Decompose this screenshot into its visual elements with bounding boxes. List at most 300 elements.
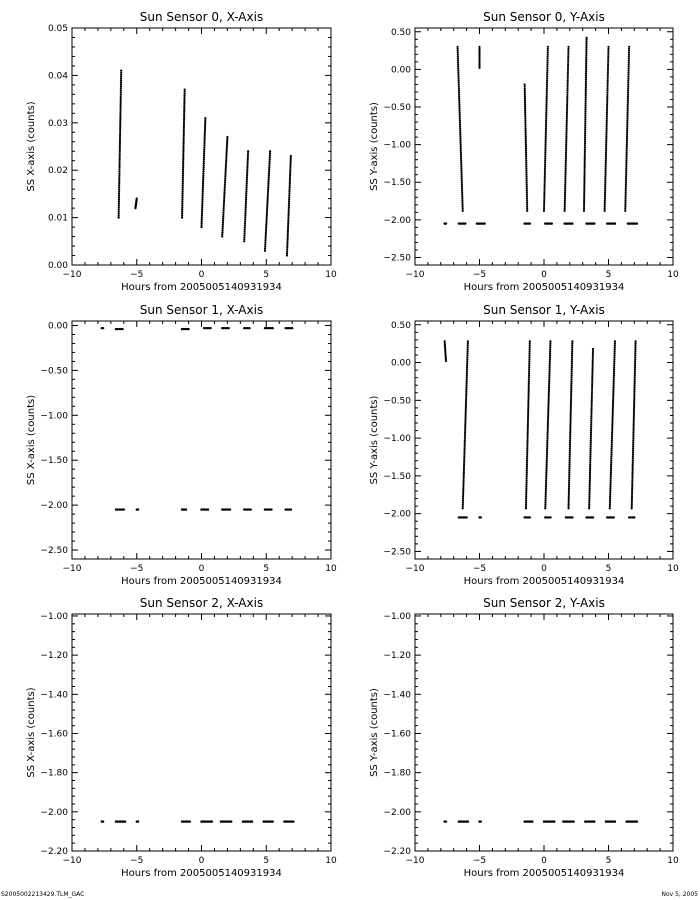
data-point <box>614 340 616 342</box>
data-point <box>612 416 614 418</box>
data-point <box>583 210 585 212</box>
data-point <box>545 479 547 481</box>
data-run-2 <box>458 820 469 822</box>
data-point <box>633 414 635 416</box>
data-point <box>631 503 633 505</box>
data-point <box>467 340 469 342</box>
data-point <box>286 254 288 256</box>
data-point <box>584 138 586 140</box>
data-point <box>626 120 628 122</box>
data-point <box>614 820 616 822</box>
data-point <box>591 406 593 408</box>
data-point <box>247 150 249 152</box>
data-point <box>544 170 546 172</box>
data-point <box>182 157 184 159</box>
data-run-16 <box>284 508 292 510</box>
data-point <box>571 364 573 366</box>
data-point <box>565 140 567 142</box>
data-point <box>591 386 593 388</box>
data-point <box>565 138 567 140</box>
data-point <box>266 212 268 214</box>
data-point <box>266 214 268 216</box>
data-point <box>524 87 526 89</box>
data-point <box>202 176 204 178</box>
data-point <box>584 156 586 158</box>
data-point <box>543 198 545 200</box>
data-point <box>564 192 566 194</box>
data-point <box>546 60 548 62</box>
data-point <box>525 160 527 162</box>
data-point <box>461 194 463 196</box>
data-point <box>607 54 609 56</box>
data-point <box>633 386 635 388</box>
data-point <box>525 133 527 135</box>
data-point <box>633 400 635 402</box>
data-point <box>525 493 527 495</box>
data-point <box>545 124 547 126</box>
data-point <box>624 210 626 212</box>
data-point <box>548 398 550 400</box>
data-point <box>605 158 607 160</box>
data-point <box>462 487 464 489</box>
chart-title: Sun Sensor 2, Y-Axis <box>483 596 605 610</box>
data-point <box>613 374 615 376</box>
data-point <box>246 182 248 184</box>
data-point <box>528 378 530 380</box>
data-point <box>636 222 638 224</box>
data-point <box>590 447 592 449</box>
data-point <box>466 352 468 354</box>
data-point <box>460 150 462 152</box>
data-point <box>464 440 466 442</box>
data-point <box>203 157 205 159</box>
data-point <box>525 150 527 152</box>
data-point <box>243 234 245 236</box>
data-point <box>461 192 463 194</box>
data-point <box>525 140 527 142</box>
data-point <box>266 210 268 212</box>
data-point <box>224 178 226 180</box>
data-point <box>568 464 570 466</box>
data-point <box>207 508 209 510</box>
data-point <box>464 222 466 224</box>
data-point <box>246 180 248 182</box>
data-point <box>525 483 527 485</box>
chart-title: Sun Sensor 0, X-Axis <box>139 10 264 24</box>
data-point <box>632 444 634 446</box>
data-point <box>564 194 566 196</box>
data-point <box>465 414 467 416</box>
data-point <box>286 244 288 246</box>
data-point <box>564 204 566 206</box>
data-point <box>226 142 228 144</box>
data-run-2 <box>115 820 126 822</box>
data-point <box>584 126 586 128</box>
data-point <box>612 396 614 398</box>
data-point <box>183 101 185 103</box>
data-point <box>526 460 528 462</box>
data-point <box>566 106 568 108</box>
data-point <box>610 452 612 454</box>
data-point <box>605 134 607 136</box>
data-point <box>549 364 551 366</box>
data-point <box>182 169 184 171</box>
data-point <box>625 178 627 180</box>
data-point <box>461 190 463 192</box>
data-point <box>567 58 569 60</box>
data-point <box>480 820 482 822</box>
data-point <box>611 424 613 426</box>
data-point <box>568 489 570 491</box>
data-point <box>229 508 231 510</box>
data-point <box>583 172 585 174</box>
data-point <box>549 350 551 352</box>
data-point <box>546 66 548 68</box>
x-tick-label: 5 <box>605 856 612 866</box>
data-point <box>626 126 628 128</box>
data-point <box>243 236 245 238</box>
data-point <box>182 163 184 165</box>
data-point <box>592 358 594 360</box>
data-point <box>465 516 467 518</box>
data-point <box>632 460 634 462</box>
data-point <box>463 468 465 470</box>
data-run-6 <box>243 327 251 329</box>
data-point <box>287 219 289 221</box>
data-point <box>202 172 204 174</box>
data-point <box>585 76 587 78</box>
data-streak-8 <box>286 155 292 257</box>
data-point <box>634 364 636 366</box>
data-point <box>265 234 267 236</box>
data-point <box>265 222 267 224</box>
data-point <box>525 146 527 148</box>
data-point <box>525 499 527 501</box>
data-point <box>549 358 551 360</box>
data-point <box>571 348 573 350</box>
y-tick-label: 0.00 <box>390 358 411 369</box>
data-run-2 <box>458 222 467 224</box>
data-point <box>459 134 461 136</box>
data-point <box>464 418 466 420</box>
data-point <box>230 820 232 822</box>
data-point <box>568 479 570 481</box>
data-point <box>593 222 595 224</box>
data-point <box>524 129 526 131</box>
data-point <box>631 475 633 477</box>
data-point <box>549 360 551 362</box>
data-point <box>182 151 184 153</box>
data-point <box>569 454 571 456</box>
data-point <box>546 86 548 88</box>
data-point <box>528 358 530 360</box>
data-point <box>627 82 629 84</box>
data-point <box>609 481 611 483</box>
data-point <box>613 354 615 356</box>
data-point <box>120 74 122 76</box>
data-point <box>526 446 528 448</box>
chart-panel-4 <box>369 303 679 587</box>
data-point <box>548 380 550 382</box>
data-point <box>527 424 529 426</box>
data-point <box>588 489 590 491</box>
data-point <box>545 497 547 499</box>
data-point <box>591 398 593 400</box>
data-point <box>525 178 527 180</box>
data-point <box>632 470 634 472</box>
data-point <box>203 141 205 143</box>
data-point <box>181 213 183 215</box>
data-point <box>203 143 205 145</box>
data-point <box>567 82 569 84</box>
data-point <box>592 360 594 362</box>
data-point <box>571 374 573 376</box>
data-point <box>460 146 462 148</box>
data-point <box>626 144 628 146</box>
data-point <box>605 148 607 150</box>
data-point <box>525 158 527 160</box>
data-point <box>605 164 607 166</box>
data-point <box>564 210 566 212</box>
data-point <box>605 162 607 164</box>
data-point <box>613 380 615 382</box>
data-point <box>565 154 567 156</box>
data-point <box>544 168 546 170</box>
data-point <box>265 230 267 232</box>
data-point <box>610 460 612 462</box>
data-point <box>606 96 608 98</box>
data-point <box>546 436 548 438</box>
data-point <box>465 402 467 404</box>
footer-date: Nov 5, 2005 <box>661 891 698 898</box>
data-point <box>289 167 291 169</box>
data-point <box>203 151 205 153</box>
data-point <box>566 92 568 94</box>
data-point <box>589 477 591 479</box>
data-point <box>569 448 571 450</box>
data-point <box>632 436 634 438</box>
data-point <box>119 114 121 116</box>
data-run-9 <box>115 508 125 510</box>
data-point <box>544 172 546 174</box>
data-point <box>528 360 530 362</box>
data-point <box>183 109 185 111</box>
data-point <box>286 250 288 252</box>
data-point <box>225 170 227 172</box>
data-point <box>463 452 465 454</box>
data-point <box>585 55 587 57</box>
data-point <box>547 410 549 412</box>
data-point <box>606 110 608 112</box>
data-run-7 <box>606 516 615 518</box>
data-point <box>584 122 586 124</box>
data-point <box>590 412 592 414</box>
data-point <box>569 428 571 430</box>
data-point <box>526 473 528 475</box>
data-point <box>547 408 549 410</box>
data-run-5 <box>221 327 230 329</box>
data-point <box>606 118 608 120</box>
data-point <box>571 222 573 224</box>
plot-frame <box>72 28 331 265</box>
data-point <box>528 386 530 388</box>
data-point <box>461 184 463 186</box>
data-point <box>570 396 572 398</box>
data-point <box>545 118 547 120</box>
data-point <box>266 206 268 208</box>
x-tick-label: 0 <box>198 270 205 280</box>
data-point <box>264 246 266 248</box>
data-point <box>527 430 529 432</box>
data-point <box>626 148 628 150</box>
data-point <box>546 70 548 72</box>
data-point <box>583 202 585 204</box>
data-point <box>459 118 461 120</box>
data-streak-6 <box>583 37 588 212</box>
data-point <box>584 164 586 166</box>
data-point <box>529 340 531 342</box>
data-point <box>203 155 205 157</box>
data-point <box>566 98 568 100</box>
data-point <box>120 84 122 86</box>
x-tick-label: 5 <box>605 564 612 574</box>
data-point <box>592 516 594 518</box>
x-tick-label: −10 <box>405 564 425 574</box>
data-point <box>202 184 204 186</box>
data-point <box>201 200 203 202</box>
data-point <box>225 166 227 168</box>
data-point <box>543 210 545 212</box>
data-point <box>628 62 630 64</box>
data-point <box>606 98 608 100</box>
data-point <box>567 507 569 509</box>
data-point <box>585 88 587 90</box>
data-point <box>591 366 593 368</box>
data-point <box>548 376 550 378</box>
data-point <box>632 458 634 460</box>
data-point <box>525 495 527 497</box>
data-point <box>244 210 246 212</box>
data-point <box>626 124 628 126</box>
y-tick-label: −2.00 <box>383 807 411 818</box>
data-point <box>584 146 586 148</box>
data-point <box>183 93 185 95</box>
data-point <box>568 497 570 499</box>
data-point <box>287 227 289 229</box>
data-point <box>224 188 226 190</box>
data-point <box>545 468 547 470</box>
data-point <box>204 117 206 119</box>
y-axis-label: SS Y-axis (counts) <box>369 395 380 485</box>
data-point <box>267 196 269 198</box>
data-point <box>607 48 609 50</box>
data-point <box>611 438 613 440</box>
data-point <box>565 148 567 150</box>
data-point <box>247 154 249 156</box>
data-point <box>465 394 467 396</box>
data-point <box>610 475 612 477</box>
data-point <box>525 135 527 137</box>
data-point <box>584 120 586 122</box>
data-point <box>267 184 269 186</box>
data-point <box>526 194 528 196</box>
data-point <box>633 384 635 386</box>
data-point <box>545 122 547 124</box>
data-point <box>607 68 609 70</box>
data-point <box>570 378 572 380</box>
x-tick-label: −5 <box>472 856 487 866</box>
y-tick-label: −1.80 <box>383 768 411 779</box>
data-point <box>525 174 527 176</box>
data-point <box>633 424 635 426</box>
y-tick-label: 0.00 <box>47 261 68 271</box>
data-point <box>605 152 607 154</box>
data-point <box>182 177 184 179</box>
data-point <box>184 91 186 93</box>
data-point <box>591 402 593 404</box>
data-point <box>287 223 289 225</box>
data-point <box>585 61 587 63</box>
data-point <box>571 372 573 374</box>
data-streak-4 <box>544 340 551 509</box>
data-point <box>183 105 185 107</box>
data-point <box>203 167 205 169</box>
data-point <box>631 489 633 491</box>
data-point <box>287 225 289 227</box>
data-point <box>543 196 545 198</box>
data-point <box>204 123 206 125</box>
data-point <box>633 392 635 394</box>
data-point <box>120 76 122 78</box>
y-tick-label: −1.20 <box>40 651 68 662</box>
data-point <box>607 70 609 72</box>
data-point <box>625 162 627 164</box>
y-tick-label: −2.00 <box>40 501 68 512</box>
data-point <box>634 348 636 350</box>
data-point <box>119 106 121 108</box>
data-point <box>527 436 529 438</box>
data-point <box>585 41 587 43</box>
data-point <box>266 208 268 210</box>
data-point <box>591 404 593 406</box>
data-point <box>625 190 627 192</box>
data-point <box>528 354 530 356</box>
data-point <box>564 200 566 202</box>
data-point <box>459 130 461 132</box>
data-point <box>547 56 549 58</box>
data-point <box>123 508 125 510</box>
data-point <box>465 410 467 412</box>
data-point <box>627 86 629 88</box>
data-point <box>604 180 606 182</box>
data-point <box>626 140 628 142</box>
data-point <box>567 52 569 54</box>
x-tick-label: 0 <box>541 564 547 574</box>
data-point <box>584 150 586 152</box>
data-point <box>463 470 465 472</box>
data-point <box>545 477 547 479</box>
data-point <box>463 462 465 464</box>
data-point <box>527 394 529 396</box>
data-point <box>610 458 612 460</box>
data-point <box>526 468 528 470</box>
data-point <box>583 188 585 190</box>
data-point <box>631 483 633 485</box>
data-point <box>571 354 573 356</box>
data-point <box>464 424 466 426</box>
data-point <box>571 366 573 368</box>
data-point <box>625 188 627 190</box>
